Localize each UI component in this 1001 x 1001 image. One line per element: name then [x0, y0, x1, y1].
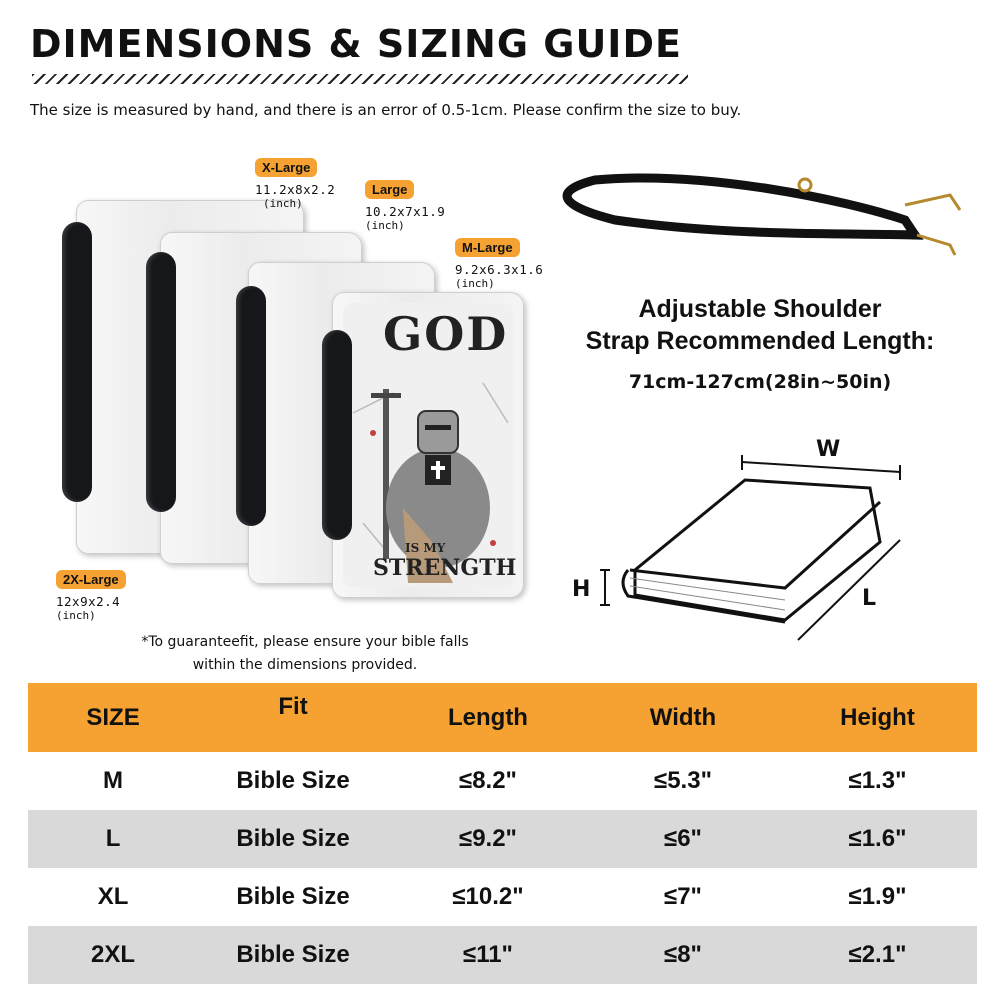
header-height: Height — [778, 683, 977, 752]
book-dimension-diagram — [560, 430, 920, 650]
cell-fit: Bible Size — [198, 810, 388, 868]
table-row — [28, 926, 977, 984]
table-row — [28, 868, 977, 926]
cell-length: ≤8.2" — [459, 767, 517, 794]
cell-height: ≤1.9" — [848, 883, 907, 910]
label-x-large: X-Large 11.2x8x2.2 (inch) — [255, 160, 336, 210]
cell-width: ≤7" — [664, 883, 702, 910]
label-large: Large 10.2x7x1.9 (inch) — [365, 182, 446, 232]
cover-is-my: IS MY — [405, 541, 446, 555]
cell-height: ≤2.1" — [778, 926, 977, 984]
header-size: SIZE — [28, 683, 198, 752]
header-length: Length — [388, 683, 588, 752]
page-title: DIMENSIONS & SIZING GUIDE — [30, 22, 682, 66]
label-m-large: M-Large 9.2x6.3x1.6 (inch) — [455, 240, 544, 290]
measurement-note: The size is measured by hand, and there is an error of 0.5-1cm. Please confirm the size to buy. — [30, 101, 742, 119]
cell-length: ≤10.2" — [452, 883, 524, 910]
cover-title-god: GOD — [383, 307, 509, 361]
cell-size: 2XL — [28, 926, 198, 984]
table-row — [28, 752, 977, 810]
diagram-label-l: L — [862, 586, 877, 611]
handle — [146, 252, 176, 512]
header-width: Width — [588, 683, 778, 752]
handle — [322, 330, 352, 540]
cell-length: ≤9.2" — [388, 810, 588, 868]
handle — [62, 222, 92, 502]
diagram-label-h: H — [572, 577, 591, 602]
size-table — [28, 683, 977, 984]
cell-width: ≤6" — [588, 810, 778, 868]
strap-heading: Adjustable Shoulder Strap Recommended Length: — [585, 295, 935, 355]
cover-strength: STRENGTH — [373, 555, 517, 581]
cell-fit: Bible Size — [198, 926, 388, 984]
label-2x-large: 2X-Large 12x9x2.4 (inch) — [56, 569, 126, 622]
cell-size: XL — [97, 883, 129, 910]
header-fit: Fit — [198, 683, 388, 752]
cell-height: ≤1.3" — [848, 767, 907, 794]
cell-size: L — [28, 810, 198, 868]
cell-size: M — [103, 767, 124, 794]
fit-guarantee-note: *To guaranteefit, please ensure your bible falls within the dimensions provided. — [141, 634, 469, 673]
cell-fit: Bible Size — [236, 767, 350, 794]
diagram-label-w: W — [816, 437, 841, 462]
cell-length: ≤11" — [388, 926, 588, 984]
handle — [236, 286, 266, 526]
strap-length: 71cm-127cm(28in~50in) — [628, 371, 892, 393]
bible-covers-group — [0, 0, 560, 640]
cell-width: ≤8" — [588, 926, 778, 984]
cell-width: ≤5.3" — [654, 767, 712, 794]
table-row — [28, 810, 977, 868]
table-header-row — [28, 683, 977, 752]
shoulder-strap-image — [555, 165, 975, 265]
cell-fit: Bible Size — [236, 883, 350, 910]
cell-height: ≤1.6" — [778, 810, 977, 868]
bible-cover-m-large — [332, 292, 524, 598]
